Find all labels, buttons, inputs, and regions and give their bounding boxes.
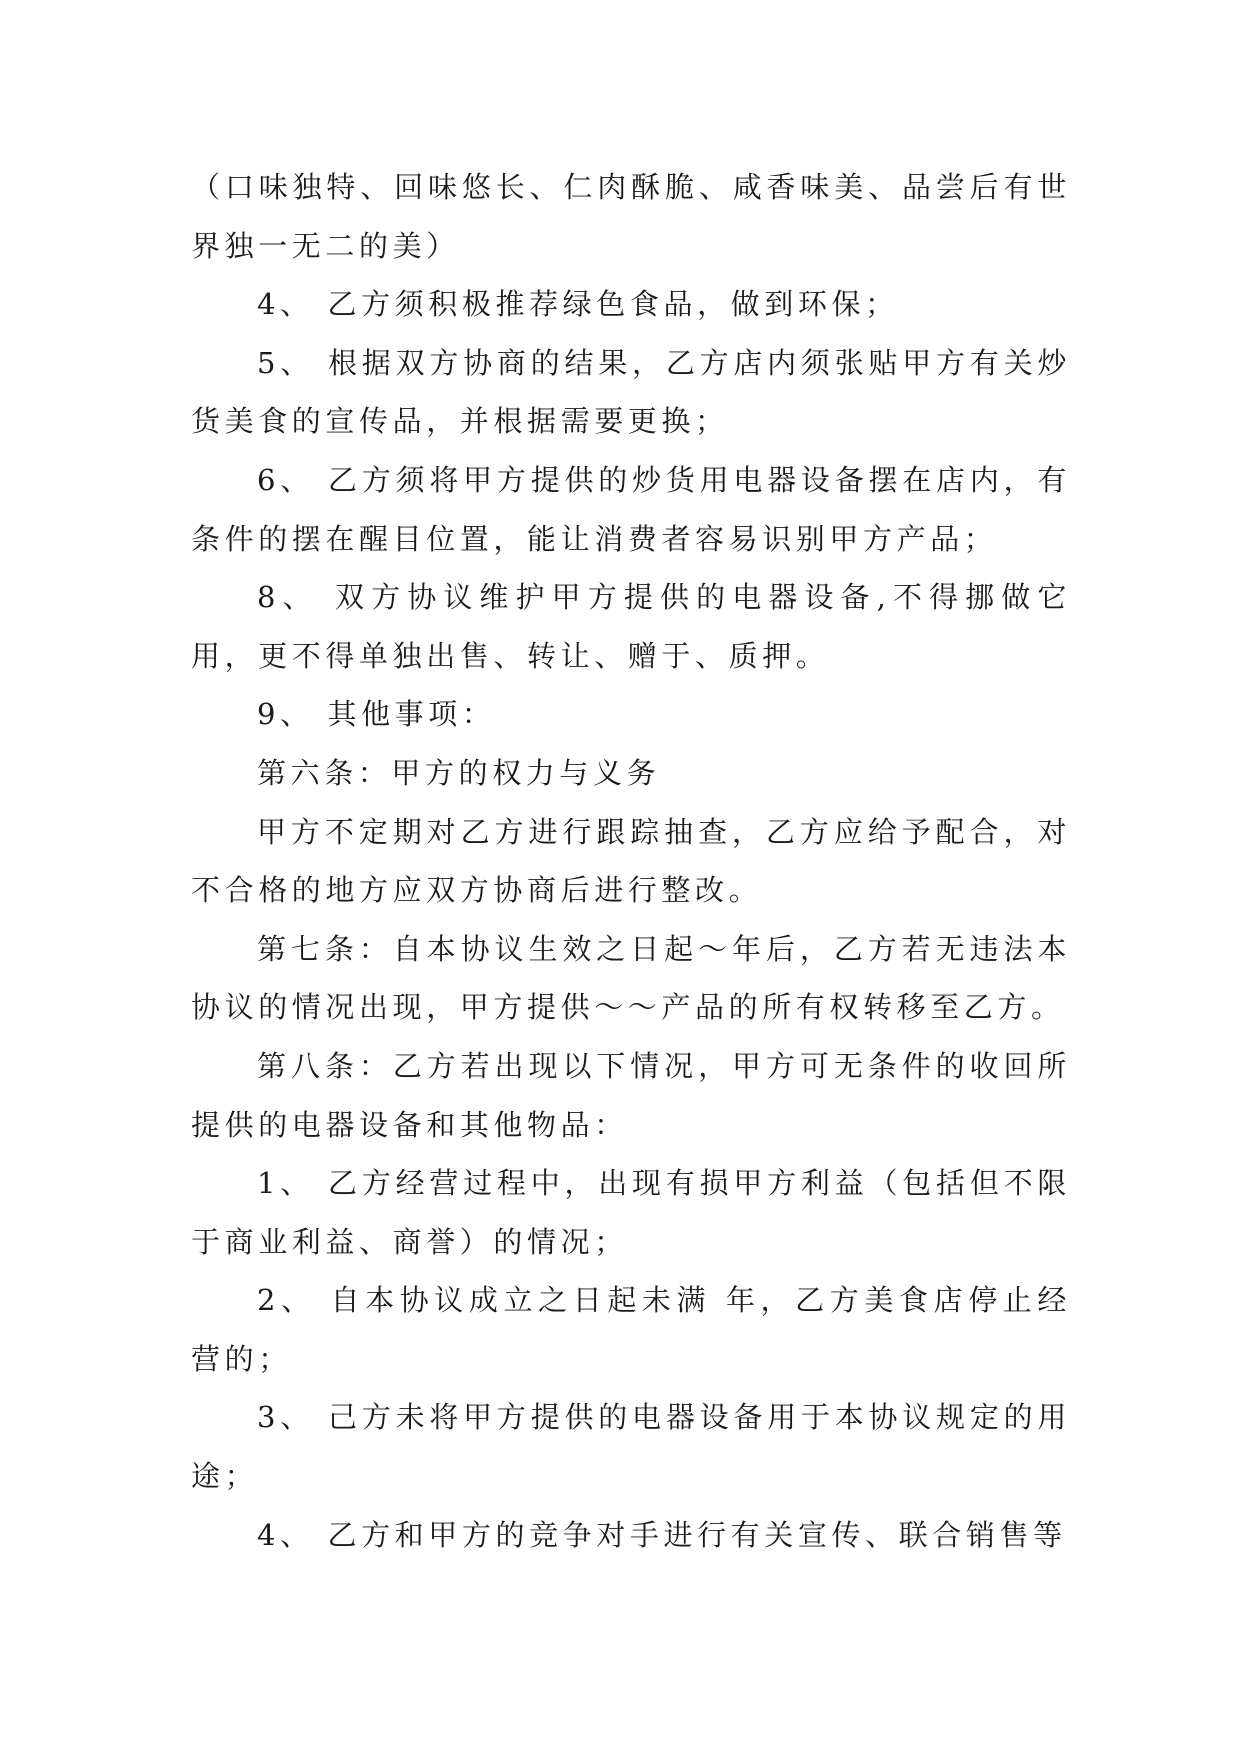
paragraph-item-6-equipment-display: 6、 乙方须将甲方提供的炒货用电器设备摆在店内，有条件的摆在醒目位置，能让消费者容易识别甲方产品；: [191, 462, 1071, 556]
article-6-body: 甲方不定期对乙方进行跟踪抽查，乙方应给予配合，对不合格的地方应双方协商后进行整改。: [191, 814, 1071, 908]
article-8-item-3: 3、 己方未将甲方提供的电器设备用于本协议规定的用途；: [191, 1400, 1071, 1494]
article-8-item-1: 1、 乙方经营过程中，出现有损甲方利益（包括但不限于商业利益、商誉）的情况；: [191, 1166, 1071, 1259]
paragraph-item-5-promotion: 5、 根据双方协商的结果，乙方店内须张贴甲方有关炒货美食的宣传品，并根据需要更换；: [191, 345, 1071, 439]
article-8-heading: 第八条：乙方若出现以下情况，甲方可无条件的收回所提供的电器设备和其他物品：: [191, 1048, 1071, 1142]
article-8-item-2: 2、 自本协议成立之日起未满 年，乙方美食店停止经营的；: [191, 1283, 1071, 1376]
article-6-heading: 第六条：甲方的权力与义务: [257, 755, 661, 790]
paragraph-item-9-other: 9、 其他事项：: [257, 697, 496, 732]
article-8-item-4: 4、 乙方和甲方的竞争对手进行有关宣传、联合销售等: [257, 1517, 1067, 1552]
paragraph-flavor-description: （口味独特、回味悠长、仁肉酥脆、咸香味美、品尝后有世界独一无二的美）: [191, 170, 1071, 263]
article-7: 第七条：自本协议生效之日起～年后，乙方若无违法本协议的情况出现，甲方提供～～产品的所有权转移至乙方。: [191, 931, 1071, 1025]
document-body: [191, 158, 1071, 1564]
paragraph-item-8-equipment-maintenance: 8、 双方协议维护甲方提供的电器设备,不得挪做它用，更不得单独出售、转让、赠于、质押。: [191, 580, 1071, 673]
paragraph-item-4-green-food: 4、 乙方须积极推荐绿色食品，做到环保；: [257, 287, 899, 322]
